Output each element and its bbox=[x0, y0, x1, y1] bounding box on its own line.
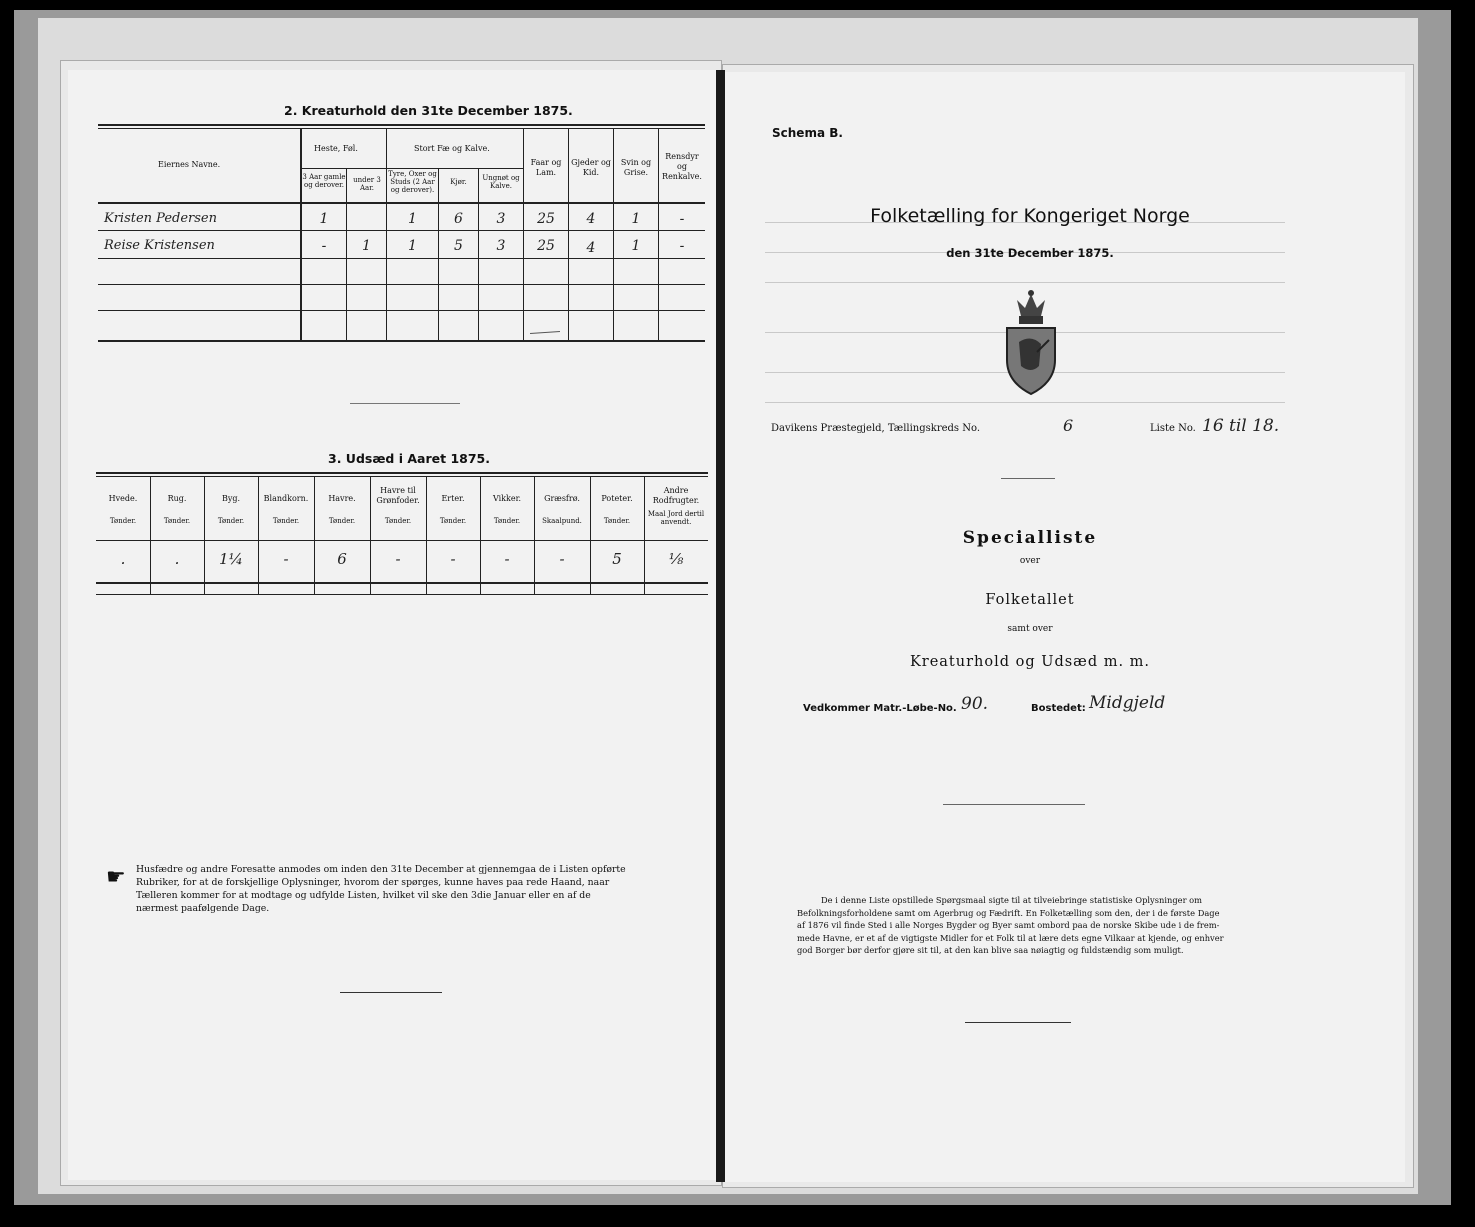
cell-value: - bbox=[504, 550, 510, 568]
footer-rule bbox=[965, 1022, 1071, 1023]
cell-value: - bbox=[395, 550, 401, 568]
footer-note bbox=[797, 894, 1297, 957]
notice-line: Husfædre og andre Foresatte anmodes om inden den 31te December at gjennemgaa de i Listen opførte bbox=[136, 864, 626, 875]
schema-label: Schema B. bbox=[772, 126, 843, 140]
cell-heste-3aar: 1 bbox=[319, 211, 329, 227]
header-stort-sub2: Kjør. bbox=[450, 178, 467, 186]
footer-line: Befolkningsforholdene samt om Agerbrug og Fædrift. En Folketælling som den, der i de første Dage bbox=[797, 907, 1220, 918]
cell-gjeder: 4 bbox=[586, 211, 596, 227]
bostedet-value: Midgjeld bbox=[1089, 693, 1166, 713]
column-header: Havre til Grønfoder. bbox=[376, 486, 420, 505]
column-unit: Tønder. bbox=[272, 517, 300, 525]
prestegjeld-label: Davikens Præstegjeld, Tællingskreds No. bbox=[771, 423, 981, 434]
footer-line: mede Havne, er et af de vigtigste Midler for et Folk til at lære dets egne Vilkaar at kjende, og enhver bbox=[797, 932, 1224, 943]
cell-ungnot: 3 bbox=[496, 238, 506, 254]
footer-rule bbox=[340, 992, 442, 993]
column-unit: Tønder. bbox=[493, 517, 521, 525]
document-title: Folketælling for Kongeriget Norge bbox=[870, 205, 1190, 227]
column-header: Erter. bbox=[441, 494, 465, 503]
header-heste-sub1: 3 Aar gamle og derover. bbox=[302, 173, 346, 189]
cell-value: - bbox=[283, 550, 289, 568]
cell-tyre: 1 bbox=[408, 238, 417, 254]
pen-stroke bbox=[530, 331, 560, 334]
cell-faar: 25 bbox=[537, 211, 555, 227]
cell-value: 5 bbox=[612, 550, 622, 568]
book-spine bbox=[716, 70, 725, 1182]
column-header: Blandkorn. bbox=[263, 494, 309, 503]
notice-line: nærmest paafølgende Dage. bbox=[136, 903, 270, 914]
column-unit: Tønder. bbox=[439, 517, 467, 525]
samt-over-text: samt over bbox=[1007, 624, 1053, 634]
left-page bbox=[68, 70, 716, 1180]
pointing-hand-icon: ☛ bbox=[106, 865, 126, 890]
cell-tyre: 1 bbox=[408, 211, 417, 227]
cell-kjor: 5 bbox=[454, 238, 463, 254]
header-stort-fae: Stort Fæ og Kalve. bbox=[414, 144, 490, 153]
liste-value: 16 til 18. bbox=[1202, 416, 1280, 436]
footer-line: af 1876 vil finde Sted i alle Norges Bygder og Byer samt ombord paa de norske Skibe ude i de frem- bbox=[797, 920, 1220, 930]
cell-gjeder: 4 bbox=[586, 240, 596, 256]
header-eiernes-navne: Eiernes Navne. bbox=[158, 160, 221, 169]
specialliste-heading: Specialliste bbox=[962, 528, 1098, 548]
header-heste-sub2: under 3 Aar. bbox=[353, 176, 381, 192]
column-unit: Maal Jord dertil anvendt. bbox=[647, 510, 705, 526]
column-unit: Tønder. bbox=[217, 517, 245, 525]
notice-text bbox=[136, 863, 686, 915]
matr-label: Vedkommer Matr.-Løbe-No. bbox=[803, 703, 957, 714]
column-header: Andre Rodfrugter. bbox=[652, 486, 700, 505]
cell-heste-under3: 1 bbox=[362, 238, 371, 254]
header-gjeder: Gjeder og Kid. bbox=[571, 158, 611, 177]
header-svin: Svin og Grise. bbox=[620, 158, 652, 177]
cell-value: - bbox=[450, 550, 456, 568]
header-stort-sub1: Tyre, Oxer og Studs (2 Aar og derover). bbox=[388, 170, 437, 194]
over-text: over bbox=[1019, 556, 1041, 566]
cell-value: - bbox=[559, 550, 565, 568]
cell-faar: 25 bbox=[537, 238, 555, 254]
cell-value: . bbox=[120, 550, 126, 568]
cell-value: ⅛ bbox=[668, 550, 684, 568]
cell-kjor: 6 bbox=[454, 211, 463, 227]
column-unit: Tønder. bbox=[163, 517, 191, 525]
coat-of-arms-icon bbox=[1001, 290, 1061, 396]
matr-value: 90. bbox=[961, 694, 989, 714]
section3-title: 3. Udsæd i Aaret 1875. bbox=[328, 451, 490, 466]
column-header: Vikker. bbox=[492, 494, 522, 503]
cell-rensdyr: - bbox=[679, 238, 685, 254]
column-header: Rug. bbox=[167, 494, 187, 503]
cell-value: 6 bbox=[337, 550, 347, 568]
column-unit: Tønder. bbox=[603, 517, 631, 525]
column-header: Poteter. bbox=[601, 494, 633, 503]
divider bbox=[1001, 478, 1055, 479]
column-header: Græsfrø. bbox=[544, 494, 580, 503]
bostedet-label: Bostedet: bbox=[1031, 703, 1086, 714]
column-unit: Skaalpund. bbox=[542, 517, 582, 525]
column-header: Havre. bbox=[328, 494, 356, 503]
column-unit: Tønder. bbox=[328, 517, 356, 525]
column-header: Hvede. bbox=[108, 494, 138, 503]
divider bbox=[350, 403, 460, 404]
notice-line: Rubriker, for at de forskjellige Oplysninger, hvorom der spørges, kunne haves paa rede Haand, naar bbox=[136, 877, 610, 888]
header-stort-sub3: Ungnøt og Kalve. bbox=[482, 174, 520, 190]
cell-value: 1¼ bbox=[218, 550, 244, 568]
section2-title: 2. Kreaturhold den 31te December 1875. bbox=[284, 103, 573, 118]
header-rensdyr: Rensdyr og Renkalve. bbox=[662, 152, 702, 181]
divider bbox=[943, 804, 1085, 805]
owner-name: Kristen Pedersen bbox=[104, 211, 218, 226]
notice-line: Tælleren kommer for at modtage og udfylde Listen, hvilket vil ske den 3die Januar eller en af de bbox=[136, 890, 591, 901]
footer-line: god Borger bør derfor gjøre sit til, at den kan blive saa nøiagtig og fuldstændig som muligt. bbox=[797, 945, 1184, 955]
cell-svin: 1 bbox=[631, 238, 641, 254]
cell-value: . bbox=[174, 550, 180, 568]
column-unit: Tønder. bbox=[384, 517, 412, 525]
kreaturhold-text: Kreaturhold og Udsæd m. m. bbox=[909, 654, 1151, 670]
folketallet-text: Folketallet bbox=[985, 592, 1075, 608]
cell-rensdyr: - bbox=[679, 211, 685, 227]
cell-heste-3aar: - bbox=[321, 238, 327, 254]
header-heste: Heste, Føl. bbox=[314, 144, 358, 153]
header-faar: Faar og Lam. bbox=[530, 158, 562, 177]
column-header: Byg. bbox=[221, 494, 241, 503]
cell-svin: 1 bbox=[631, 211, 641, 227]
right-page bbox=[725, 72, 1405, 1182]
owner-name: Reise Kristensen bbox=[104, 238, 215, 253]
cell-ungnot: 3 bbox=[496, 211, 506, 227]
kreds-value: 6 bbox=[1063, 416, 1074, 435]
liste-label: Liste No. bbox=[1150, 423, 1196, 434]
footer-line: De i denne Liste opstillede Spørgsmaal sigte til at tilveiebringe statistiske Oplysninger om bbox=[821, 895, 1203, 905]
document-subtitle: den 31te December 1875. bbox=[946, 246, 1114, 260]
column-unit: Tønder. bbox=[109, 517, 137, 525]
